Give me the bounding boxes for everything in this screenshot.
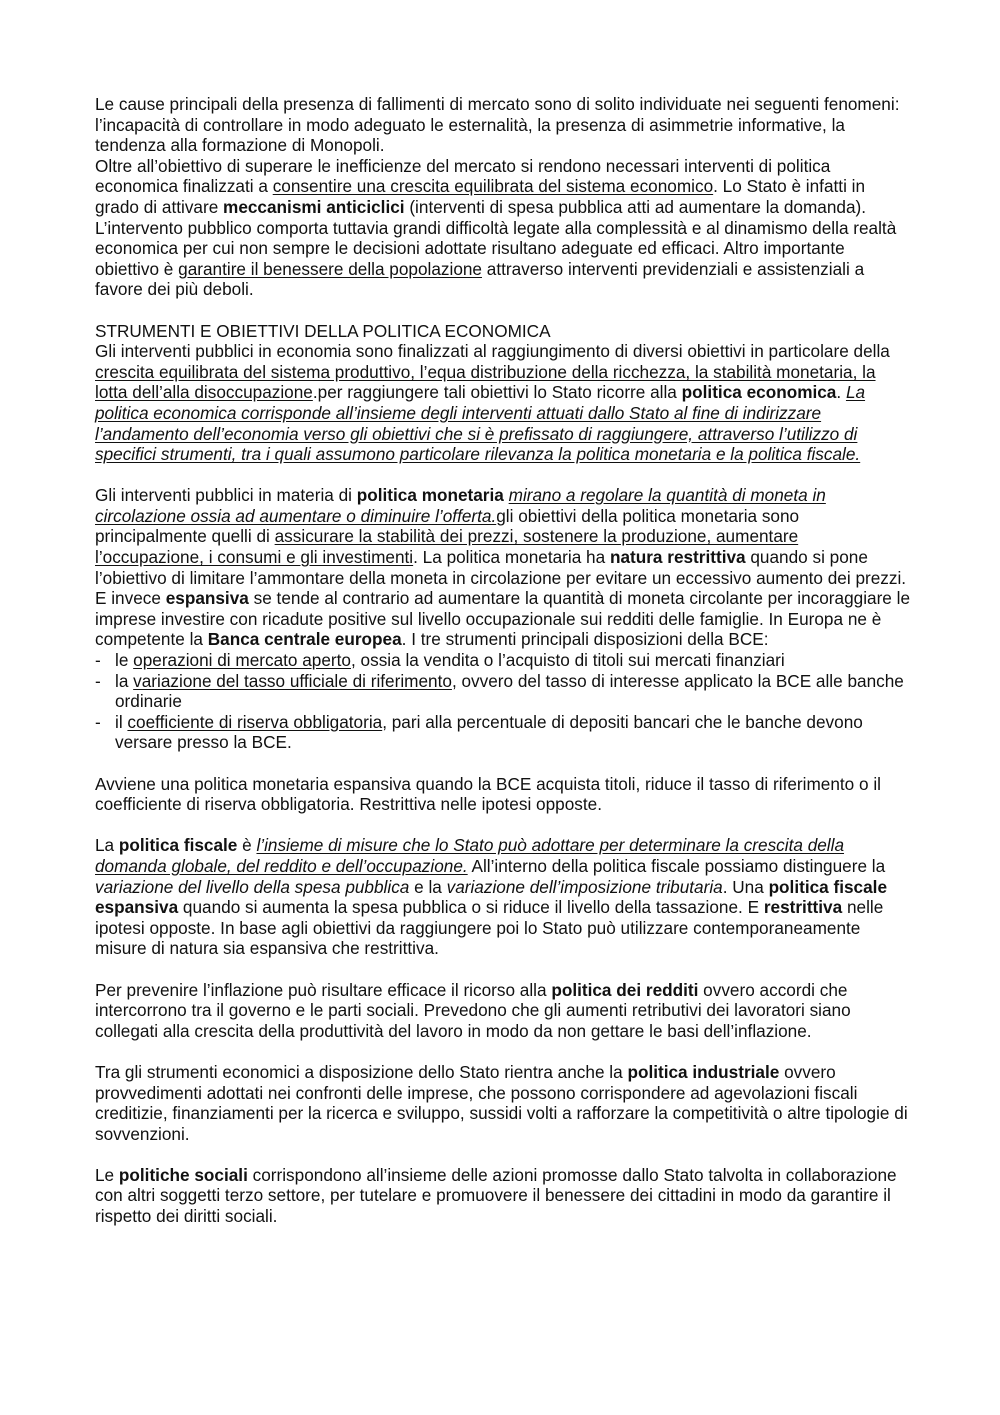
paragraph-expansive-monetary xyxy=(95,774,910,815)
text-run: ovvero accordi che intercorrono tra il governo e le parti sociali. Prevedono che gli aumenti retributivi dei lavoratori siano collegati alla crescita della produttività del lavoro in modo da non gettare le basi dell’inflazione. xyxy=(95,979,851,1041)
text-run: consentire una crescita equilibrata del sistema economico xyxy=(272,176,714,197)
text-run: . I tre strumenti principali disposizioni della BCE: xyxy=(401,629,769,650)
text-run: . Lo Stato è infatti in grado di attivare xyxy=(95,176,866,217)
text-run: La politica economica corrisponde all’insieme degli interventi attuati dallo Stato al fine di indirizzare l’andamento dell’economia verso gli obiettivi che si è prefissato di raggiungere, attraverso l’utilizzo di specifici strumenti, tra i quali assumono particolare rilevanza la politica monetaria e la politica fiscale. xyxy=(95,382,866,465)
text-run: . La politica monetaria ha xyxy=(413,547,610,568)
text-run: All’interno della politica fiscale possiamo distinguere la xyxy=(467,855,886,876)
text-run: variazione del tasso ufficiale di riferimento xyxy=(133,670,452,691)
text-run: .per raggiungere tali obiettivi lo Stato ricorre alla xyxy=(312,382,682,403)
paragraph-gap xyxy=(95,815,910,836)
list-item xyxy=(95,650,910,671)
paragraph-gap xyxy=(95,959,910,980)
text-run: crescita equilibrata del sistema produttivo, l’equa distribuzione della ricchezza, la stabilità monetaria, la lotta dell’alla disoccupazione xyxy=(95,361,876,403)
text-run: politiche sociali xyxy=(118,1164,248,1185)
text-run: Tra gli strumenti economici a disposizione dello Stato rientra anche la xyxy=(95,1061,628,1082)
text-run: quando si aumenta la spesa pubblica o si riduce il livello della tassazione. E xyxy=(178,897,764,918)
text-run: politica fiscale espansiva xyxy=(95,876,888,918)
paragraph-gap xyxy=(95,753,910,774)
text-run: politica industriale xyxy=(627,1061,780,1082)
paragraph-social-policies xyxy=(95,1165,910,1227)
text-run: quando si pone l’obiettivo di limitare l’ammontare della moneta in circolazione per evitare un eccessivo aumento dei prezzi. E invece xyxy=(95,547,907,609)
text-run: Oltre all’obiettivo di superare le inefficienze del mercato si rendono necessari interventi di politica economica finalizzati a xyxy=(95,155,831,197)
document-page xyxy=(95,94,910,1227)
paragraph-market-failures xyxy=(95,94,910,156)
text-run: Banca centrale europea xyxy=(207,629,402,650)
text-run: attraverso interventi previdenziali e assistenziali a favore dei più deboli. xyxy=(95,258,865,300)
text-run: e la xyxy=(409,876,447,897)
dash-bullet-icon: - xyxy=(95,650,101,671)
text-run: (interventi di spesa pubblica atti ad aumentare la domanda). L’intervento pubblico comporta tuttavia grandi difficoltà legate alla complessità e al dinamismo della realtà economica per cui non sempre le decisioni adottate risultano adeguate ed efficaci. Altro importante obiettivo è xyxy=(95,196,897,279)
text-run: , pari alla percentuale di depositi bancari che le banche devono versare presso la BCE. xyxy=(115,711,863,753)
text-run: Avviene una politica monetaria espansiva quando la BCE acquista titoli, riduce il tasso di riferimento o il coefficiente di riserva obbligatoria. Restrittiva nelle ipotesi opposte. xyxy=(95,773,881,815)
paragraph-gap xyxy=(95,300,910,321)
text-run: la xyxy=(115,670,134,691)
text-run: politica fiscale xyxy=(118,835,238,856)
text-run: il xyxy=(115,711,128,732)
text-run: è xyxy=(237,835,257,856)
text-run: Gli interventi pubblici in economia sono finalizzati al raggiungimento di diversi obiettivi in particolare della xyxy=(95,341,890,362)
paragraph-gap xyxy=(95,1041,910,1062)
list-item-text xyxy=(115,650,785,670)
text-run: corrispondono all’insieme delle azioni promosse dallo Stato talvolta in collaborazione con altri soggetti terzo settore, per tutelare e promuovere il benessere dei cittadini in modo da garantire il rispetto dei diritti sociali. xyxy=(95,1164,897,1227)
text-run: operazioni di mercato aperto xyxy=(133,650,351,671)
text-run: La xyxy=(95,835,119,856)
list-item-text xyxy=(115,671,904,712)
text-run: meccanismi anticiclici xyxy=(223,196,405,217)
text-run: , ossia la vendita o l’acquisto di titoli sui mercati finanziari xyxy=(351,650,785,671)
list-item xyxy=(95,671,910,712)
text-run: Per prevenire l’inflazione può risultare efficace il ricorso alla xyxy=(95,979,552,1000)
text-run: . xyxy=(836,382,846,403)
section-heading: STRUMENTI E OBIETTIVI DELLA POLITICA ECONOMICA xyxy=(95,320,551,341)
paragraph-monetary-policy xyxy=(95,485,910,650)
text-run: Gli interventi pubblici in materia di xyxy=(95,485,357,506)
text-run: politica dei redditi xyxy=(551,979,699,1000)
text-run: politica economica xyxy=(681,382,837,403)
text-run: natura restrittiva xyxy=(609,547,746,568)
text-run: le xyxy=(115,650,134,671)
text-run: Le cause principali della presenza di fallimenti di mercato sono di solito individuate nei seguenti fenomeni: l’incapacità di controllare in modo adeguato le esternalità, la presenza di asimmetrie informative, la tendenza alla formazione di Monopoli. xyxy=(95,94,900,156)
text-run: ovvero provvedimenti adottati nei confronti delle imprese, che possono corrispondere ad agevolazioni fiscali creditizie, finanziamenti per la ricerca e sviluppo, sussidi volti a rafforzare la competitività o altre tipologie di sovvenzioni. xyxy=(95,1061,908,1144)
paragraph-industrial-policy xyxy=(95,1062,910,1144)
bce-instruments-list xyxy=(95,650,910,753)
text-run: restrittiva xyxy=(763,897,843,918)
text-run: gli obiettivi della politica monetaria sono principalmente quelli di xyxy=(95,505,800,547)
text-run: nelle ipotesi opposte. In base agli obiettivi da raggiungere poi lo Stato può utilizzare contemporaneamente misure di natura sia espansiva che restrittiva. xyxy=(95,897,884,959)
paragraph-instruments xyxy=(95,341,910,465)
text-run: assicurare la stabilità dei prezzi, sostenere la produzione, aumentare l’occupazione, i consumi e gli investimenti xyxy=(95,526,799,568)
list-item xyxy=(95,712,910,753)
text-run: . Una xyxy=(722,876,769,897)
text-run: garantire il benessere della popolazione xyxy=(178,258,482,279)
text-run: espansiva xyxy=(165,588,249,609)
paragraph-economic-policy-goals xyxy=(95,156,910,300)
dash-bullet-icon: - xyxy=(95,670,101,691)
paragraph-income-policy xyxy=(95,980,910,1042)
text-run: , ovvero del tasso di interesse applicato la BCE alle banche ordinarie xyxy=(115,670,904,712)
text-run: se tende al contrario ad aumentare la quantità di moneta circolante per incoraggiare le imprese investire con ricadute positive sul livello occupazionale sui redditi delle famiglie. In Europa ne è competente la xyxy=(95,588,911,650)
list-item-text xyxy=(115,712,863,753)
paragraph-gap xyxy=(95,1144,910,1165)
text-run: variazione del livello della spesa pubblica xyxy=(95,876,410,897)
paragraph-fiscal-policy xyxy=(95,835,910,959)
text-run: Le xyxy=(95,1164,119,1185)
text-run: politica monetaria xyxy=(356,485,504,506)
text-run: l’insieme di misure che lo Stato può adottare per determinare la crescita della domanda globale, del reddito e dell’occupazione. xyxy=(95,835,845,876)
paragraph-gap xyxy=(95,465,910,486)
text-run: variazione dell’imposizione tributaria xyxy=(446,876,723,897)
text-run: coefficiente di riserva obbligatoria xyxy=(127,711,383,732)
dash-bullet-icon: - xyxy=(95,711,101,732)
text-run: mirano a regolare la quantità di moneta in circolazione ossia ad aumentare o diminuire l’offerta. xyxy=(95,485,826,526)
